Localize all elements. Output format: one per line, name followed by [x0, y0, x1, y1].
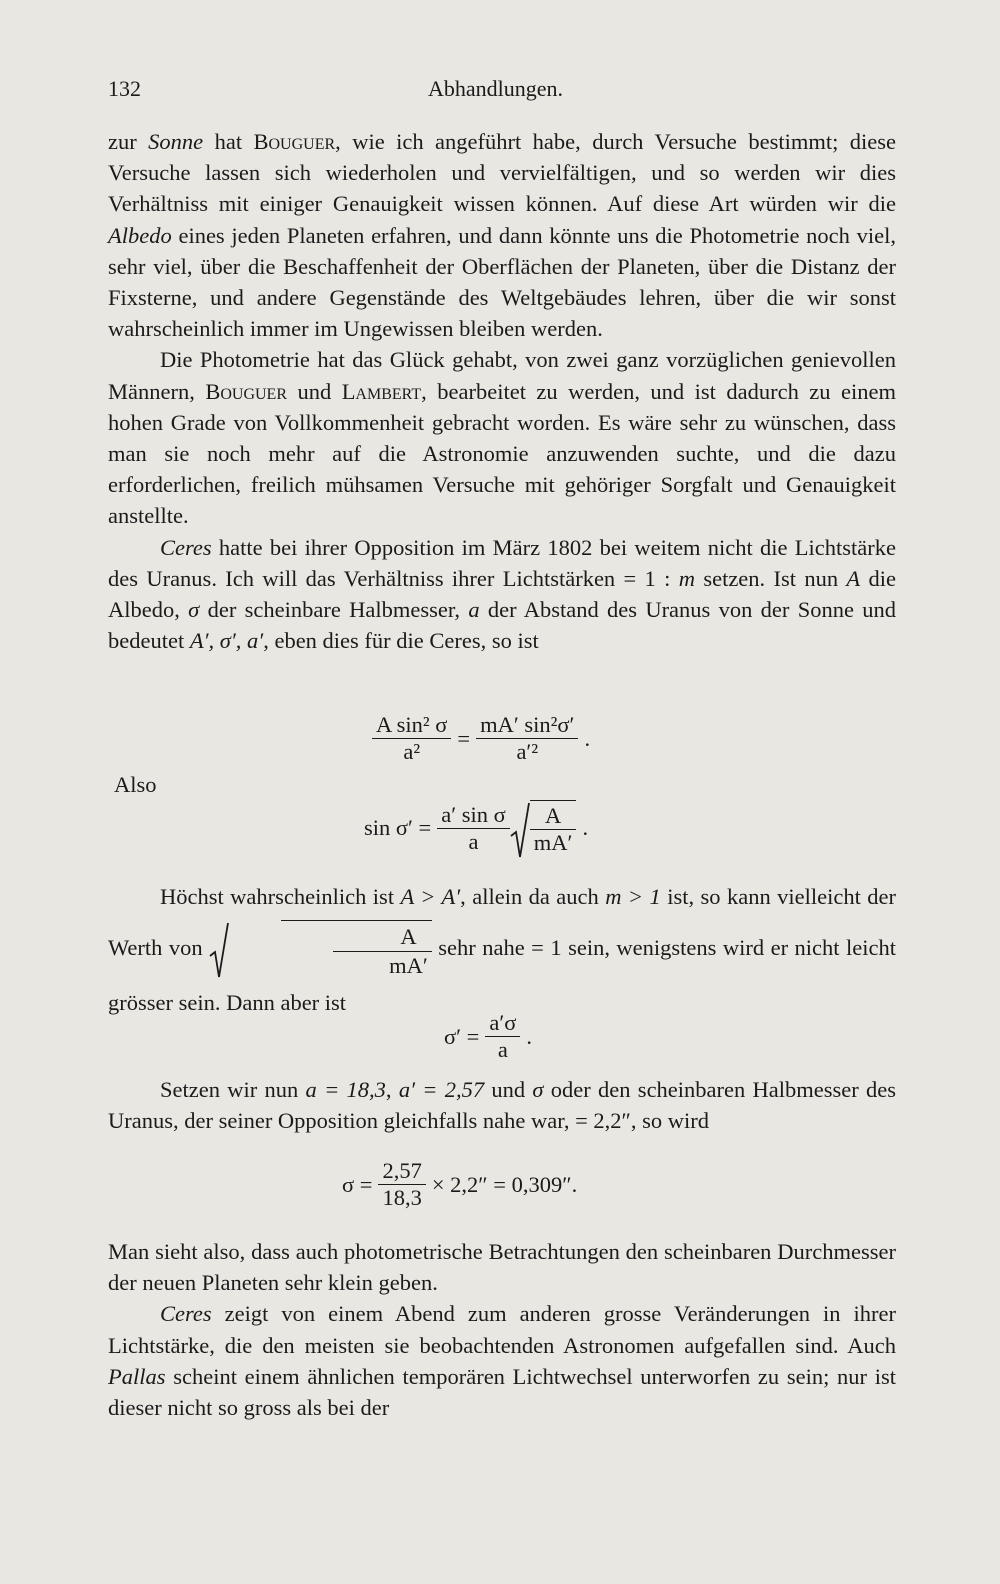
- equation-3: σ′ = $\frac{a'\sigma}{a}$ .: [444, 1010, 533, 1062]
- radical-sign-icon: [209, 922, 229, 978]
- radical-sign-icon: [510, 802, 530, 858]
- text-block-2: [108, 874, 896, 1026]
- square-root: $\frac{A}{mA'}$: [510, 800, 577, 856]
- paragraph-5: Setzen wir nun a = 18,3, a′ = 2,57 und σ oder den scheinbaren Halbmesser des Uranus, der seiner Opposition gleichfalls nahe war, = 2,2″, so wird: [108, 1077, 897, 1134]
- paragraph-1: zur Sonne hat Bouguer, wie ich angeführt habe, durch Versuche bestimmt; diese Versuche lassen sich wiederholen und vervielfältigen, und so werden wir dies Verhältniss mit einiger Genauigkeit wissen können. Auf diese Art würden wir die Albedo eines jeden Planeten erfahren, und dann könnte uns die Photometrie noch viel, sehr viel, über die Beschaffenheit der Oberflächen der Planeten, über die Distanz der Fixsterne, und andere Gegenstände des Weltgebäudes lehren, über die wir sonst wahrscheinlich immer im Ungewissen bleiben werden.: [108, 129, 896, 342]
- paragraph-2: Die Photometrie hat das Glück gehabt, von zwei ganz vorzüglichen genievollen Männern, Bouguer und Lambert, bearbeitet zu werden, und ist dadurch zu einem hohen Grade von Vollkommenheit gebracht worden. Es wäre sehr zu wünschen, dass man sie noch mehr auf die Astronomie anzuwenden suchte, und die dazu erforderlichen, freilich mühsamen Versuche mit gehöriger Sorgfalt und Genauigkeit anstellte.: [108, 347, 896, 529]
- page-header: [108, 76, 898, 110]
- text-block-4: [108, 1236, 896, 1423]
- equation-2: sin σ′ = $\frac{\text{a′ sin σ}}{a}$ $\frac{A}{mA'}$ .: [358, 800, 594, 856]
- paragraph-4: Höchst wahrscheinlich ist A > A′, allein da auch m > 1 ist, so kann vielleicht der Werth von $\frac{A}{mA'}$ sehr nahe = 1 sein, wenigstens wird er nicht leicht grösser sein. Dann aber ist: [108, 884, 897, 1015]
- equation-4: σ = $\frac{2,57}{18,3}$ × 2,2″ = 0,309″.: [342, 1158, 578, 1210]
- also-label: Also: [114, 772, 157, 797]
- paragraph-7: Ceres zeigt von einem Abend zum anderen grosse Veränderungen in ihrer Lichtstärke, die den meisten sie beobachtenden Astronomen aufgefallen sind. Auch Pallas scheint einem ähnlichen temporären Lichtwechsel unterworfen zu sein; nur ist dieser nicht so gross als bei der: [108, 1301, 896, 1421]
- text-block-1: [108, 126, 896, 656]
- running-title: Abhandlungen.: [428, 76, 564, 101]
- paragraph-3: Ceres hatte bei ihrer Opposition im März 1802 bei weitem nicht die Lichtstärke des Uranus. Ich will das Verhältniss ihrer Lichtstärken = 1 : m setzen. Ist nun A die Albedo, σ der scheinbare Halbmesser, a der Abstand des Uranus von der Sonne und bedeutet A′, σ′, a′, eben dies für die Ceres, so ist: [108, 534, 896, 654]
- text-block-3: [108, 1074, 896, 1136]
- inline-square-root: $\frac{A}{mA'}$: [209, 920, 432, 980]
- paragraph-6: Man sieht also, dass auch photometrische Betrachtungen den scheinbaren Durchmesser der neuen Planeten sehr klein geben.: [108, 1239, 896, 1296]
- page-number: 132: [108, 76, 141, 101]
- equation-1: $\frac{\text{A sin² σ}}{\text{a²}}$ = $\frac{\text{mA′ sin²σ′}}{\text{a′²}}$ .: [372, 712, 596, 765]
